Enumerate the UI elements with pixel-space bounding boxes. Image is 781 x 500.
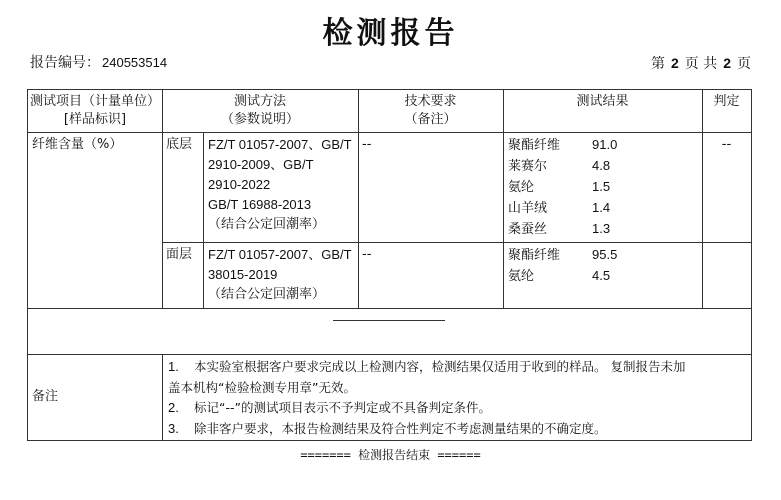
method-note: （结合公定回潮率）: [208, 217, 326, 232]
remark-line: [168, 357, 748, 378]
result-row: [508, 156, 617, 177]
fiber-value: 91.0: [592, 137, 618, 152]
layer-results: [508, 135, 617, 240]
report-number-value: 240553514: [102, 55, 168, 70]
header-method: [162, 93, 358, 129]
page-prefix: 第: [650, 56, 665, 72]
fiber-value: 1.5: [592, 179, 611, 194]
page-suffix: 页: [737, 56, 751, 72]
blank-line: [333, 320, 445, 321]
fiber-value: 95.5: [592, 247, 618, 262]
layer-results: [508, 245, 617, 287]
remark-number: 1.: [168, 359, 179, 374]
report-end-marker: ======= 检测报告结束 ======: [300, 448, 481, 462]
result-row: [508, 177, 617, 198]
remarks-col-divider: [162, 354, 163, 441]
fiber-name: 氨纶: [508, 269, 535, 284]
col-divider-layer: [203, 132, 204, 308]
result-row: [508, 219, 617, 240]
page-current: 2: [670, 55, 679, 71]
header-requirement: [358, 93, 503, 129]
results-bottom-divider: [28, 308, 751, 309]
report-number-label: 报告编号：: [30, 55, 100, 71]
layer-requirement: --: [362, 137, 372, 152]
header-divider: [28, 132, 751, 133]
remark-text: 本实验室根据客户要求完成以上检测内容，检测结果仅适用于收到的样品。 复制报告未加: [194, 359, 686, 374]
method-line: GB/T 16988-2013: [208, 197, 312, 212]
method-line: 2910-2009、GB/T: [208, 157, 314, 172]
header-judgement: 判定: [713, 94, 740, 109]
fiber-name: 聚酯纤维: [508, 138, 561, 153]
page-mid: 页 共: [684, 56, 718, 72]
report-number: [30, 52, 167, 72]
page-total: 2: [723, 55, 731, 71]
col-divider-4: [702, 90, 703, 308]
header-requirement-line1: 技术要求: [404, 94, 457, 109]
remarks-top-divider: [28, 354, 751, 355]
remark-number: 3.: [168, 420, 179, 436]
remarks-list: [168, 357, 748, 439]
header-result: 测试结果: [576, 94, 629, 109]
result-row: [508, 198, 617, 219]
method-line: 2910-2022: [208, 177, 271, 192]
layer-name: 面层: [166, 247, 193, 262]
method-note: （结合公定回潮率）: [208, 287, 326, 302]
remark-text: 标记“--”的测试项目表示不予判定或不具备判定条件。: [194, 400, 491, 415]
report-table: [27, 89, 752, 441]
layer-method: [208, 135, 358, 235]
result-row: [508, 266, 617, 287]
header-method-line1: 测试方法: [233, 94, 286, 109]
remark-text: 除非客户要求，本报告检测结果及符合性判定不考虑测量结果的不确定度。: [194, 420, 607, 436]
page-indicator: [651, 53, 751, 73]
judgement-value: --: [721, 137, 732, 152]
report-title: 检测报告: [322, 16, 459, 51]
header-requirement-line2: （备注）: [404, 112, 457, 127]
layer-requirement: --: [362, 247, 372, 262]
header-item-line2: [样品标识]: [63, 112, 127, 127]
fiber-name: 莱赛尔: [508, 159, 548, 174]
result-row: [508, 135, 617, 156]
item-name: 纤维含量（%）: [32, 137, 123, 152]
remark-line: [168, 419, 748, 440]
method-line: FZ/T 01057-2007、GB/T: [208, 137, 352, 152]
fiber-value: 1.4: [592, 200, 611, 215]
layer-method: [208, 245, 358, 305]
result-row: [508, 245, 617, 266]
remark-line: [168, 378, 748, 399]
remark-number: 2.: [168, 400, 179, 415]
fiber-value: 1.3: [592, 221, 611, 236]
header-item-line1: 测试项目（计量单位）: [29, 94, 160, 109]
remark-text: 盖本机构“检验检测专用章”无效。: [168, 379, 356, 395]
header-method-line2: （参数说明）: [220, 112, 299, 127]
fiber-name: 山羊绒: [508, 201, 548, 216]
header-item: [28, 93, 162, 129]
method-line: 38015-2019: [208, 267, 278, 282]
fiber-value: 4.8: [592, 158, 611, 173]
fiber-name: 氨纶: [508, 180, 535, 195]
remarks-label: 备注: [32, 389, 59, 404]
remark-line: [168, 398, 748, 419]
col-divider-3: [503, 90, 504, 308]
layer-divider: [162, 242, 751, 243]
fiber-name: 聚酯纤维: [508, 248, 561, 263]
fiber-value: 4.5: [592, 268, 611, 283]
layer-name: 底层: [166, 137, 193, 152]
fiber-name: 桑蚕丝: [508, 222, 548, 237]
method-line: FZ/T 01057-2007、GB/T: [208, 247, 352, 262]
